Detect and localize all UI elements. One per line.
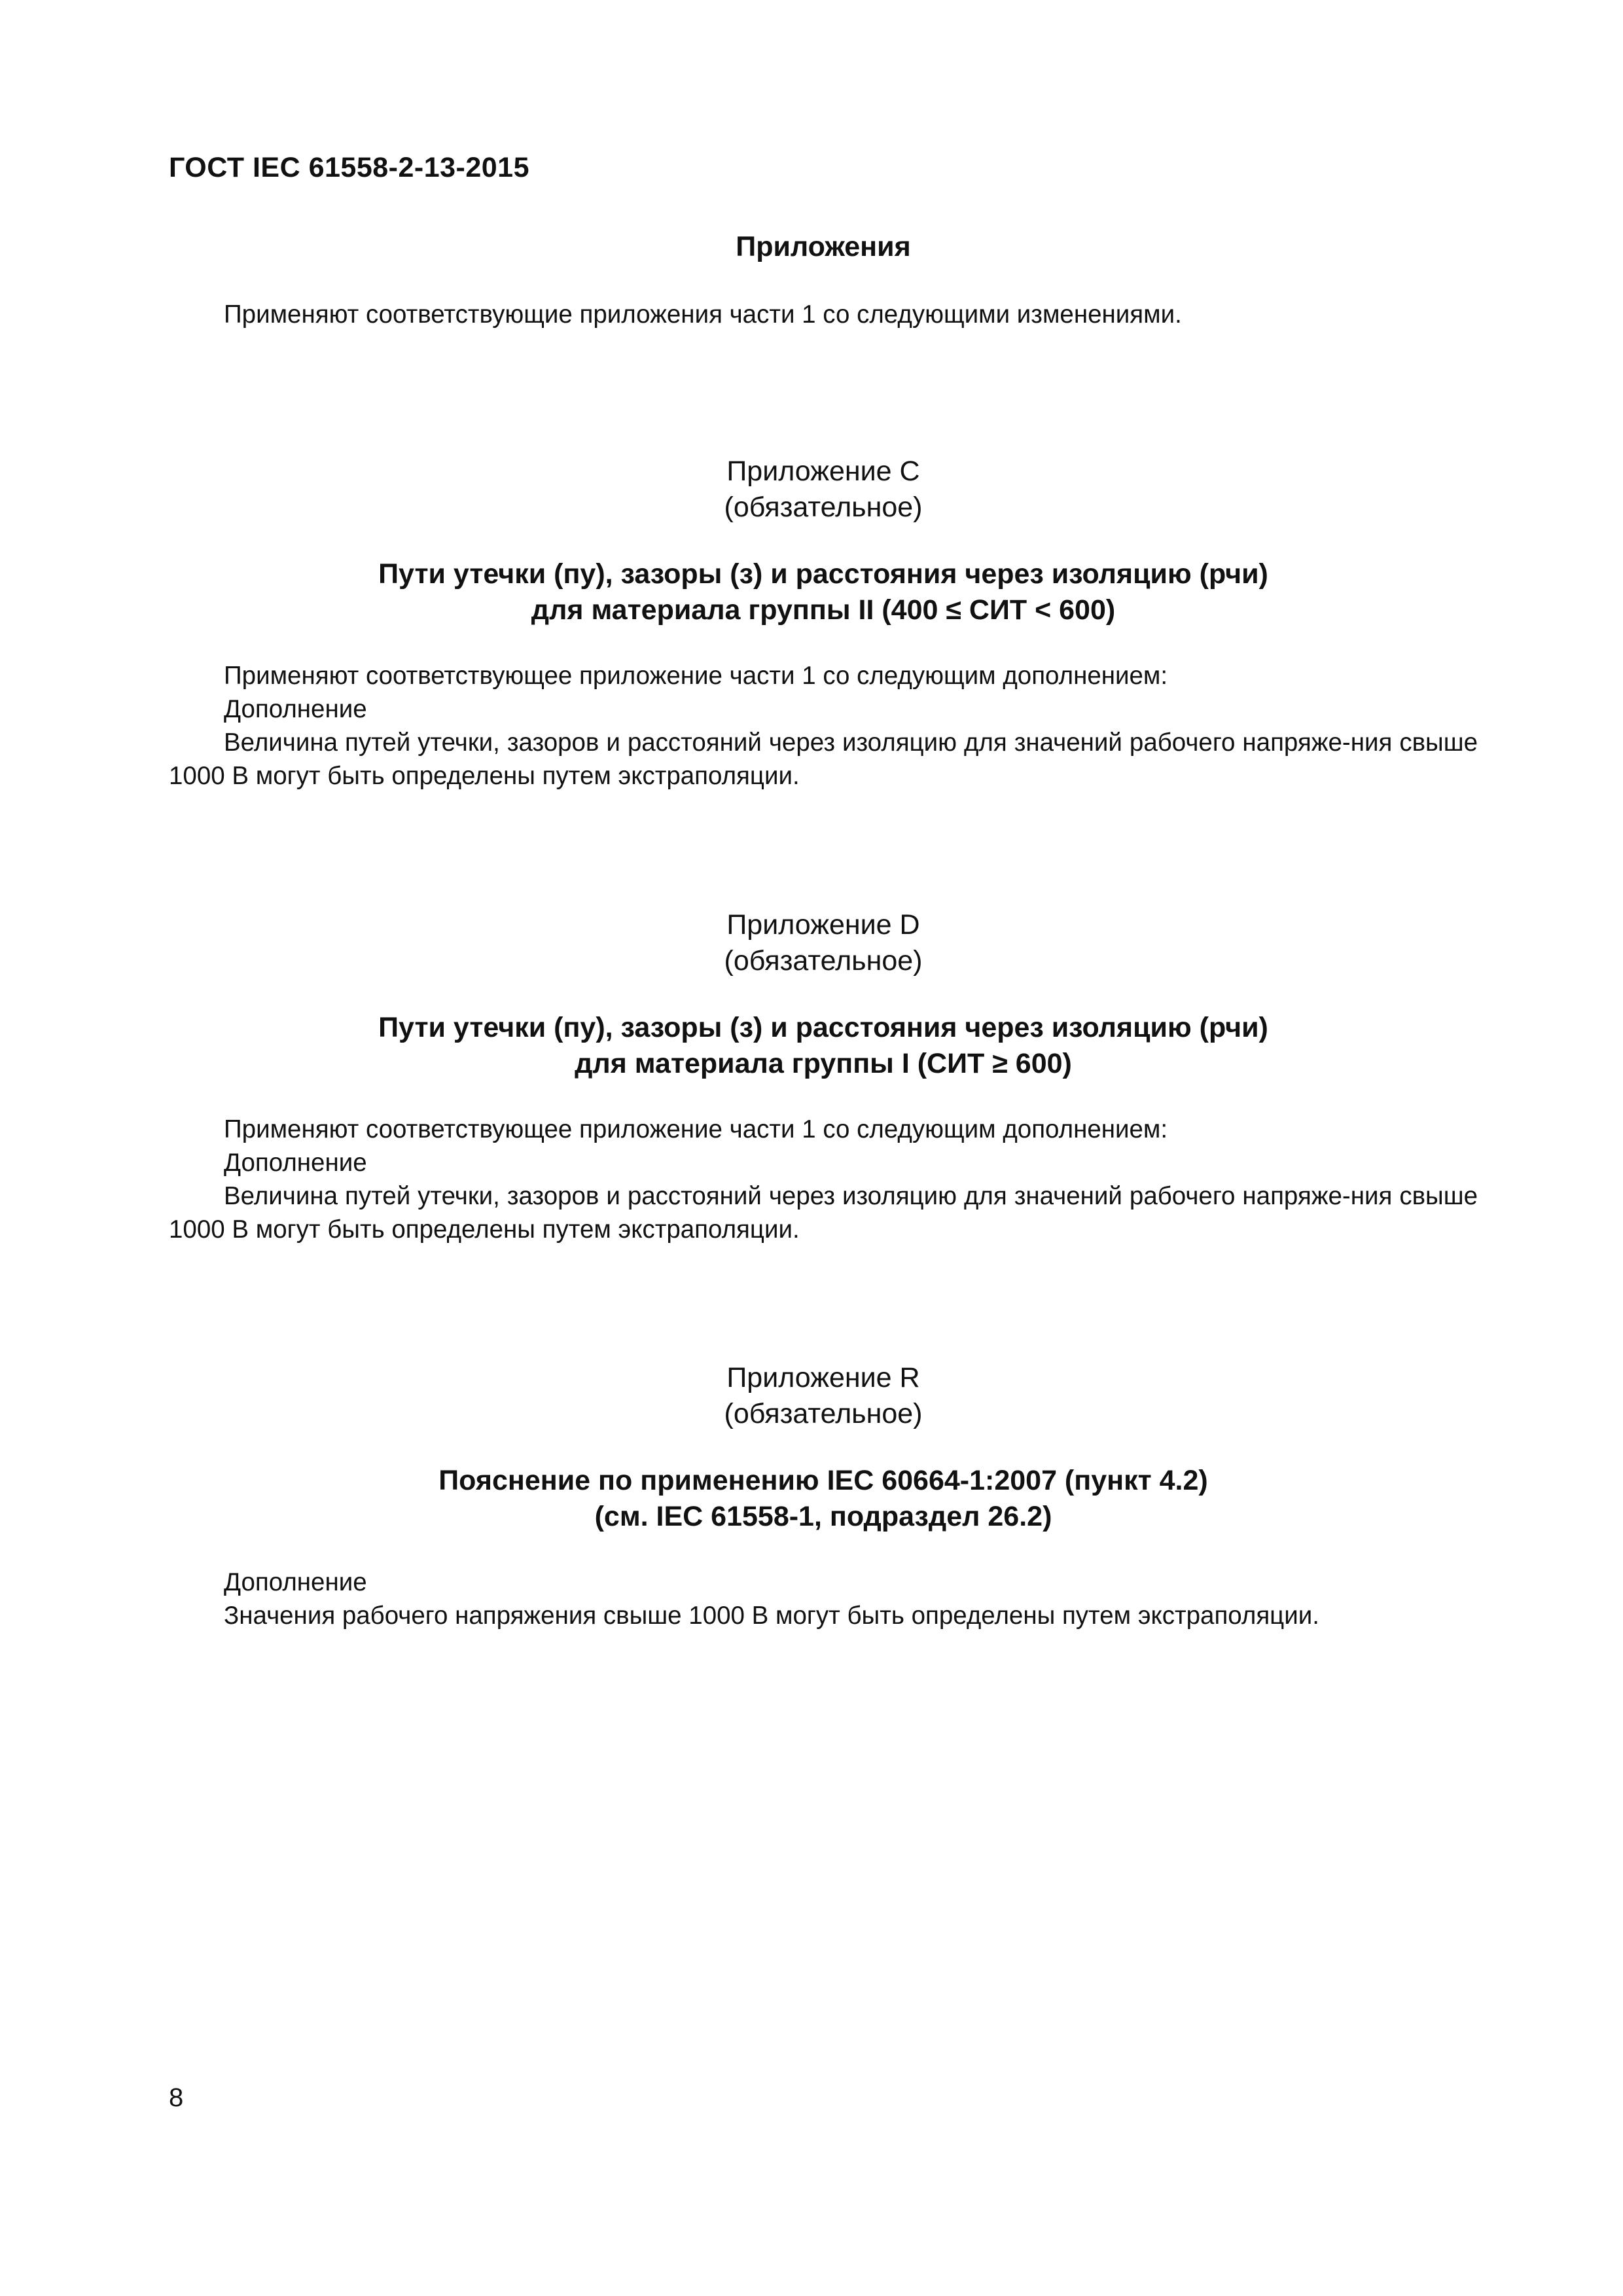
annex-c-status: (обязательное) bbox=[724, 492, 923, 523]
annex-c-subtitle-line2: для материала группы II (400 ≤ СИТ < 600) bbox=[531, 594, 1116, 626]
annex-r-title: Приложение R bbox=[726, 1362, 920, 1393]
annex-d-paragraph-2: Дополнение bbox=[224, 1149, 367, 1177]
appendices-title: Приложения bbox=[736, 231, 911, 262]
annex-d-paragraph-3: Величина путей утечки, зазоров и расстояний через изоляцию для значений рабочего напряже-ния свыше 1000 В могут быть определены путем экстраполяции. bbox=[169, 1182, 1478, 1244]
annex-c-paragraph-2: Дополнение bbox=[224, 695, 367, 723]
annex-d-subtitle-line2: для материала группы I (СИТ ≥ 600) bbox=[575, 1048, 1072, 1079]
annex-d-paragraph-1: Применяют соответствующее приложение части 1 со следующим дополнением: bbox=[224, 1115, 1168, 1143]
annex-d-status: (обязательное) bbox=[724, 945, 923, 977]
annex-c-title: Приложение С bbox=[726, 456, 920, 487]
annex-r-subtitle-line1: Пояснение по применению IEC 60664-1:2007 (пункт 4.2) bbox=[438, 1465, 1208, 1496]
annex-d-title: Приложение D bbox=[726, 909, 920, 941]
annex-c-subtitle-line1: Пути утечки (пу), зазоры (з) и расстояния через изоляцию (рчи) bbox=[378, 558, 1268, 590]
annex-c-paragraph-3: Величина путей утечки, зазоров и расстояний через изоляцию для значений рабочего напряже-ния свыше 1000 В могут быть определены путем экстраполяции. bbox=[169, 728, 1478, 790]
annex-r-paragraph-2: Значения рабочего напряжения свыше 1000 В могут быть определены путем экстраполяции. bbox=[224, 1602, 1319, 1630]
annex-r-status: (обязательное) bbox=[724, 1398, 923, 1429]
annex-c-paragraph-1: Применяют соответствующее приложение части 1 со следующим дополнением: bbox=[224, 662, 1168, 690]
document-code: ГОСТ IEC 61558-2-13-2015 bbox=[169, 152, 530, 183]
annex-r-paragraph-1: Дополнение bbox=[224, 1568, 367, 1596]
page-number: 8 bbox=[169, 2083, 184, 2112]
appendices-intro-text: Применяют соответствующие приложения части 1 со следующими изменениями. bbox=[224, 300, 1182, 329]
annex-r-subtitle-line2: (см. IEC 61558-1, подраздел 26.2) bbox=[594, 1501, 1052, 1532]
annex-d-subtitle-line1: Пути утечки (пу), зазоры (з) и расстояния через изоляцию (рчи) bbox=[378, 1012, 1268, 1043]
